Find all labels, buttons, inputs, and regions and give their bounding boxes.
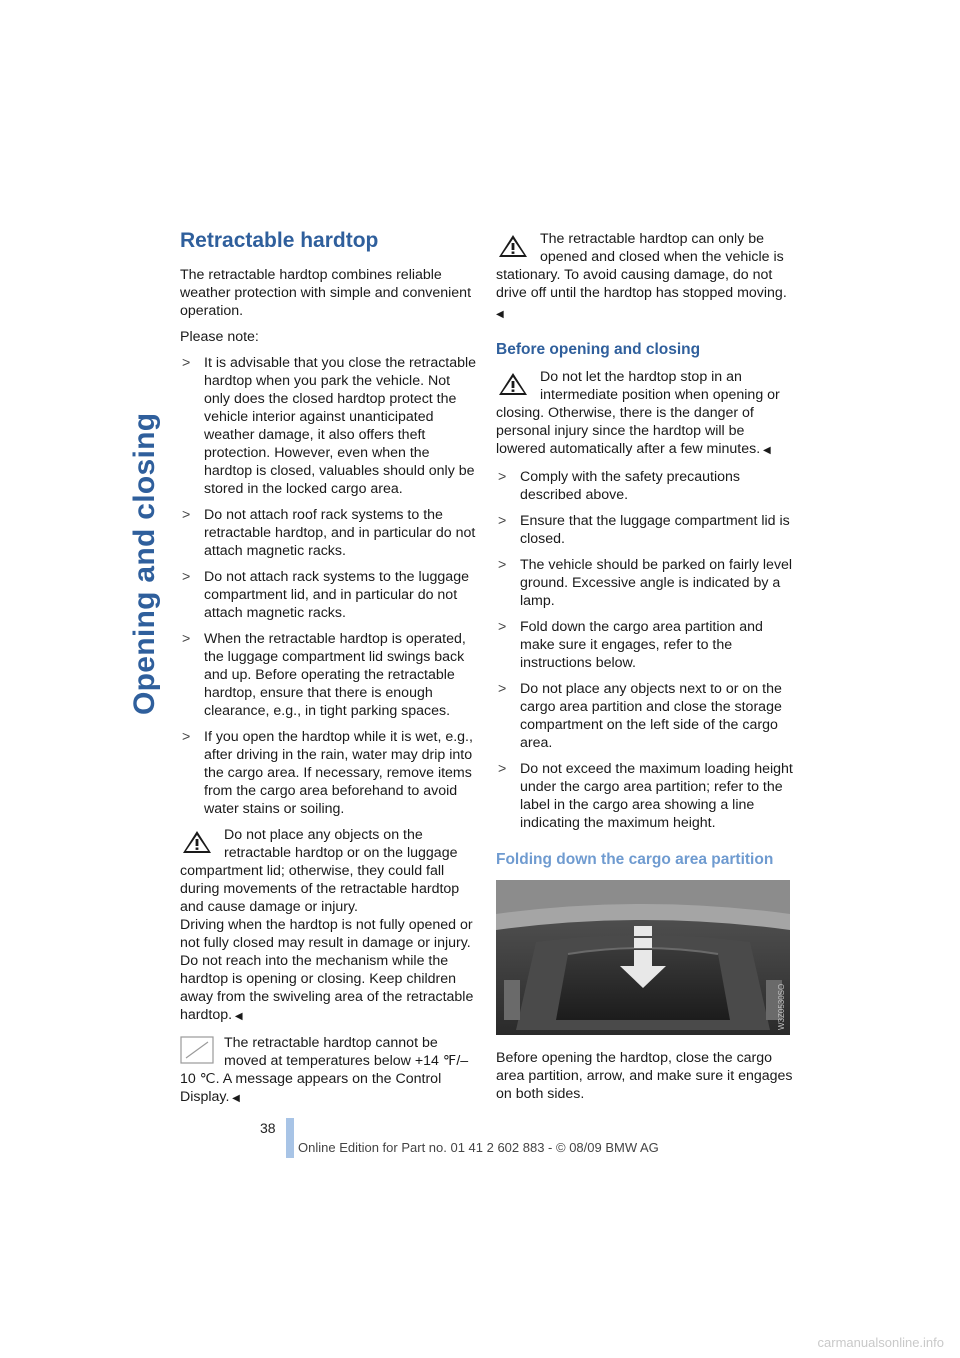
side-title: [96, 225, 161, 725]
note-text: The retractable hardtop cannot be moved at temperatures below +14 ℉/–10 ℃. A message appears on the Control Display. ◀: [180, 1035, 468, 1105]
list-item: > Do not attach roof rack systems to the retractable hardtop, and in particular do not attach magnetic racks.: [180, 506, 480, 560]
right-column: [496, 230, 796, 1111]
list-item: > Comply with the safety precautions described above.: [496, 468, 796, 504]
list-item: > Do not exceed the maximum loading height under the cargo area partition; refer to the label in the cargo area showing a line indicating the maximum height.: [496, 760, 796, 832]
left-bullet-list: [180, 354, 480, 818]
warning-text: Do not place any objects on the retractable hardtop or on the luggage compartment lid; otherwise, they could fall during movements of the retractable hardtop and cause damage or injury.: [180, 827, 460, 915]
figure-code: W3Z0530SO: [777, 983, 786, 1030]
footer-edition: Online Edition for Part no. 01 41 2 602 883 - © 08/09 BMW AG: [298, 1140, 659, 1155]
list-item: > Do not attach rack systems to the luggage compartment lid, and in particular do not attach magnetic racks.: [180, 568, 480, 622]
warning-text: Do not let the hardtop stop in an intermediate position when opening or closing. Otherwise, there is the danger of personal injury since the hardtop will be lowered automatically after a few minutes. ◀: [496, 369, 780, 457]
list-item: > The vehicle should be parked on fairly level ground. Excessive angle is indicated by a lamp.: [496, 556, 796, 610]
warning-triangle-icon: [496, 370, 532, 400]
note-icon: [180, 1036, 216, 1066]
warning-text-2: Driving when the hardtop is not fully opened or not fully closed may result in damage or injury.: [180, 917, 473, 951]
chapter-title: Opening and closing: [128, 412, 161, 715]
left-column: [180, 228, 480, 1116]
warning-triangle-icon: [496, 232, 532, 262]
list-item: > It is advisable that you close the retractable hardtop when you park the vehicle. Not only does the closed hardtop protect the vehicle interior against unanticipated weather damage, it also offers theft protection. However, even when the hardtop is closed, valuables should only be stored in the locked cargo area.: [180, 354, 480, 498]
page-number: 38: [260, 1120, 276, 1136]
warning-text: The retractable hardtop can only be opened and closed when the vehicle is stationary. To avoid causing damage, do not drive off until the hardtop has stopped moving. ◀: [496, 231, 787, 321]
warning-text-3: Do not reach into the mechanism while the hardtop is opening or closing. Keep children away from the swiveling area of the retractable hardtop. ◀: [180, 953, 473, 1023]
watermark: carmanualsonline.info: [817, 1335, 944, 1350]
intro-paragraph: The retractable hardtop combines reliable weather protection with simple and convenient operation.: [180, 267, 472, 319]
folding-paragraph: Before opening the hardtop, close the cargo area partition, arrow, and make sure it engages on both sides.: [496, 1050, 793, 1102]
list-item: > Fold down the cargo area partition and make sure it engages, refer to the instructions below.: [496, 618, 796, 672]
list-item: > When the retractable hardtop is operated, the luggage compartment lid swings back and up. Before operating the retractable hardtop, ensure that there is enough clearance, e.g., in tight parking spaces.: [180, 630, 480, 720]
subheading-folding: Folding down the cargo area partition: [496, 851, 774, 868]
warning-block-before: [496, 368, 796, 460]
list-item: > Ensure that the luggage compartment lid is closed.: [496, 512, 796, 548]
warning-block: [180, 826, 480, 1026]
warning-triangle-icon: [180, 828, 216, 858]
warning-block-top: [496, 230, 796, 324]
list-item: > If you open the hardtop while it is wet, e.g., after driving in the rain, water may drip into the cargo area. If necessary, remove items from the cargo area beforehand to avoid water stains or soiling.: [180, 728, 480, 818]
list-item: > Do not place any objects next to or on the cargo area partition and close the storage compartment on the left side of the cargo area.: [496, 680, 796, 752]
right-bullet-list: [496, 468, 796, 832]
cargo-partition-photo: [496, 880, 790, 1035]
section-heading: Retractable hardtop: [180, 229, 379, 252]
please-note: Please note:: [180, 329, 259, 345]
note-block: [180, 1034, 480, 1108]
footer-accent-bar: [286, 1118, 294, 1158]
subheading-before: Before opening and closing: [496, 341, 701, 358]
